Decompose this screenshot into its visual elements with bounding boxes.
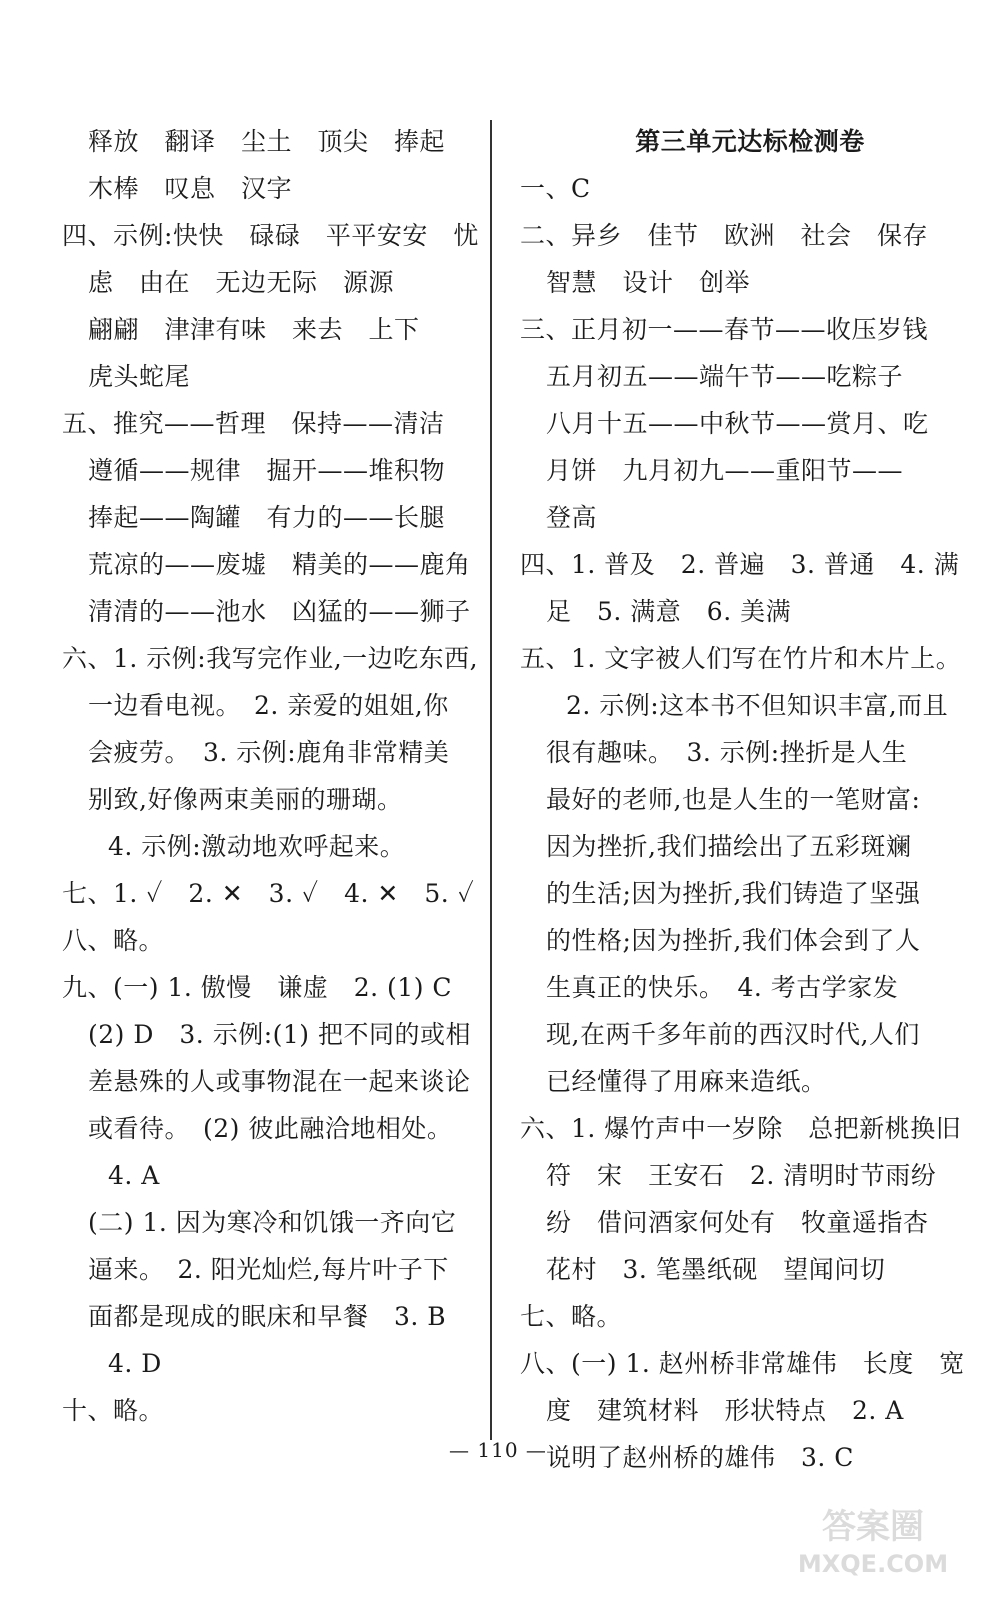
answer-line: 七、1. ✓ 2. ✕ 3. ✓ 4. ✕ 5. ✓	[62, 879, 475, 908]
answer-line: (二) 1. 因为寒冷和饥饿一齐向它	[88, 1208, 457, 1237]
answer-line: 很有趣味。 3. 示例:挫折是人生	[546, 738, 908, 767]
answer-line: 别致,好像两束美丽的珊瑚。	[88, 785, 403, 814]
answer-line: 登高	[546, 503, 598, 532]
right-column	[520, 118, 980, 1481]
answer-line: 现,在两千多年前的西汉时代,人们	[546, 1020, 920, 1049]
answer-line: 因为挫折,我们描绘出了五彩斑斓	[546, 832, 912, 861]
answer-line: 七、略。	[520, 1302, 623, 1331]
watermark-logo-icon	[768, 1500, 978, 1580]
answer-line: 八、(一) 1. 赵州桥非常雄伟 长度 宽	[520, 1349, 965, 1378]
answer-line: 或看待。 (2) 彼此融洽地相处。	[88, 1114, 453, 1143]
answer-line: 十、略。	[62, 1396, 165, 1425]
answer-line: 月饼 九月初九——重阳节——	[546, 456, 904, 485]
answer-line: 八月十五——中秋节——赏月、吃	[546, 409, 929, 438]
answer-line: 木棒 叹息 汉字	[88, 174, 293, 203]
answer-line: 面都是现成的眠床和早餐 3. B	[88, 1302, 447, 1331]
answer-line: 五、推究——哲理 保持——清洁	[62, 409, 445, 438]
answer-line: 逼来。 2. 阳光灿烂,每片叶子下	[88, 1255, 449, 1284]
answer-line: 4. 示例:激动地欢呼起来。	[108, 832, 406, 861]
answer-line: 的生活;因为挫折,我们铸造了坚强	[546, 879, 921, 908]
answer-line: 一边看电视。 2. 亲爱的姐姐,你	[88, 691, 449, 720]
answer-line: 虑 由在 无边无际 源源	[88, 268, 395, 297]
answer-line: 一、C	[520, 174, 591, 203]
answer-line: 二、异乡 佳节 欧洲 社会 保存	[520, 221, 929, 250]
column-divider	[490, 120, 492, 1440]
answer-line: 六、1. 爆竹声中一岁除 总把新桃换旧	[520, 1114, 962, 1143]
watermark-bottom-text: MXQE.COM	[797, 1550, 949, 1578]
answer-line: 纷 借问酒家何处有 牧童遥指杏	[546, 1208, 929, 1237]
answer-line: 最好的老师,也是人生的一笔财富:	[546, 785, 921, 814]
answer-line: 会疲劳。 3. 示例:鹿角非常精美	[88, 738, 450, 767]
section-title: 第三单元达标检测卷	[635, 127, 865, 156]
answer-line: 2. 示例:这本书不但知识丰富,而且	[566, 691, 949, 720]
answer-line: 清清的——池水 凶猛的——狮子	[88, 597, 471, 626]
answer-line: 足 5. 满意 6. 美满	[546, 597, 792, 626]
answer-line: 五、1. 文字被人们写在竹片和木片上。	[520, 644, 962, 673]
answer-line: 六、1. 示例:我写完作业,一边吃东西,	[62, 644, 479, 673]
answer-line: 说明了赵州桥的雄伟 3. C	[546, 1443, 854, 1472]
answer-line: 符 宋 王安石 2. 清明时节雨纷	[546, 1161, 937, 1190]
answer-line: 度 建筑材料 形状特点 2. A	[546, 1396, 904, 1425]
answer-line: 遵循——规律 掘开——堆积物	[88, 456, 446, 485]
answer-line: (2) D 3. 示例:(1) 把不同的或相	[88, 1020, 471, 1049]
watermark-top-text: 答案圈	[822, 1507, 924, 1547]
page-number: — 110 —	[449, 1438, 547, 1462]
answer-line: 释放 翻译 尘土 顶尖 捧起	[88, 127, 446, 156]
answer-line: 4. A	[108, 1161, 160, 1190]
answer-line: 翩翩 津津有味 来去 上下	[88, 315, 420, 344]
answer-line: 生真正的快乐。 4. 考古学家发	[546, 973, 899, 1002]
answer-line: 五月初五——端午节——吃粽子	[546, 362, 904, 391]
answer-line: 差悬殊的人或事物混在一起来谈论	[88, 1067, 471, 1096]
answer-line: 九、(一) 1. 傲慢 谦虚 2. (1) C	[62, 973, 453, 1002]
answer-line: 四、1. 普及 2. 普遍 3. 普通 4. 满	[520, 550, 960, 579]
answer-line: 花村 3. 笔墨纸砚 望闻问切	[546, 1255, 886, 1284]
answer-line: 四、示例:快快 碌碌 平平安安 忧	[62, 221, 479, 250]
answer-line: 4. D	[108, 1349, 162, 1378]
left-column	[62, 118, 482, 1434]
answer-line: 八、略。	[62, 926, 165, 955]
answer-line: 虎头蛇尾	[88, 362, 191, 391]
answer-line: 荒凉的——废墟 精美的——鹿角	[88, 550, 471, 579]
answer-line: 智慧 设计 创举	[546, 268, 751, 297]
answer-line: 已经懂得了用麻来造纸。	[546, 1067, 827, 1096]
answer-line: 捧起——陶罐 有力的——长腿	[88, 503, 446, 532]
answer-line: 三、正月初一——春节——收压岁钱	[520, 315, 929, 344]
answer-line: 的性格;因为挫折,我们体会到了人	[546, 926, 921, 955]
